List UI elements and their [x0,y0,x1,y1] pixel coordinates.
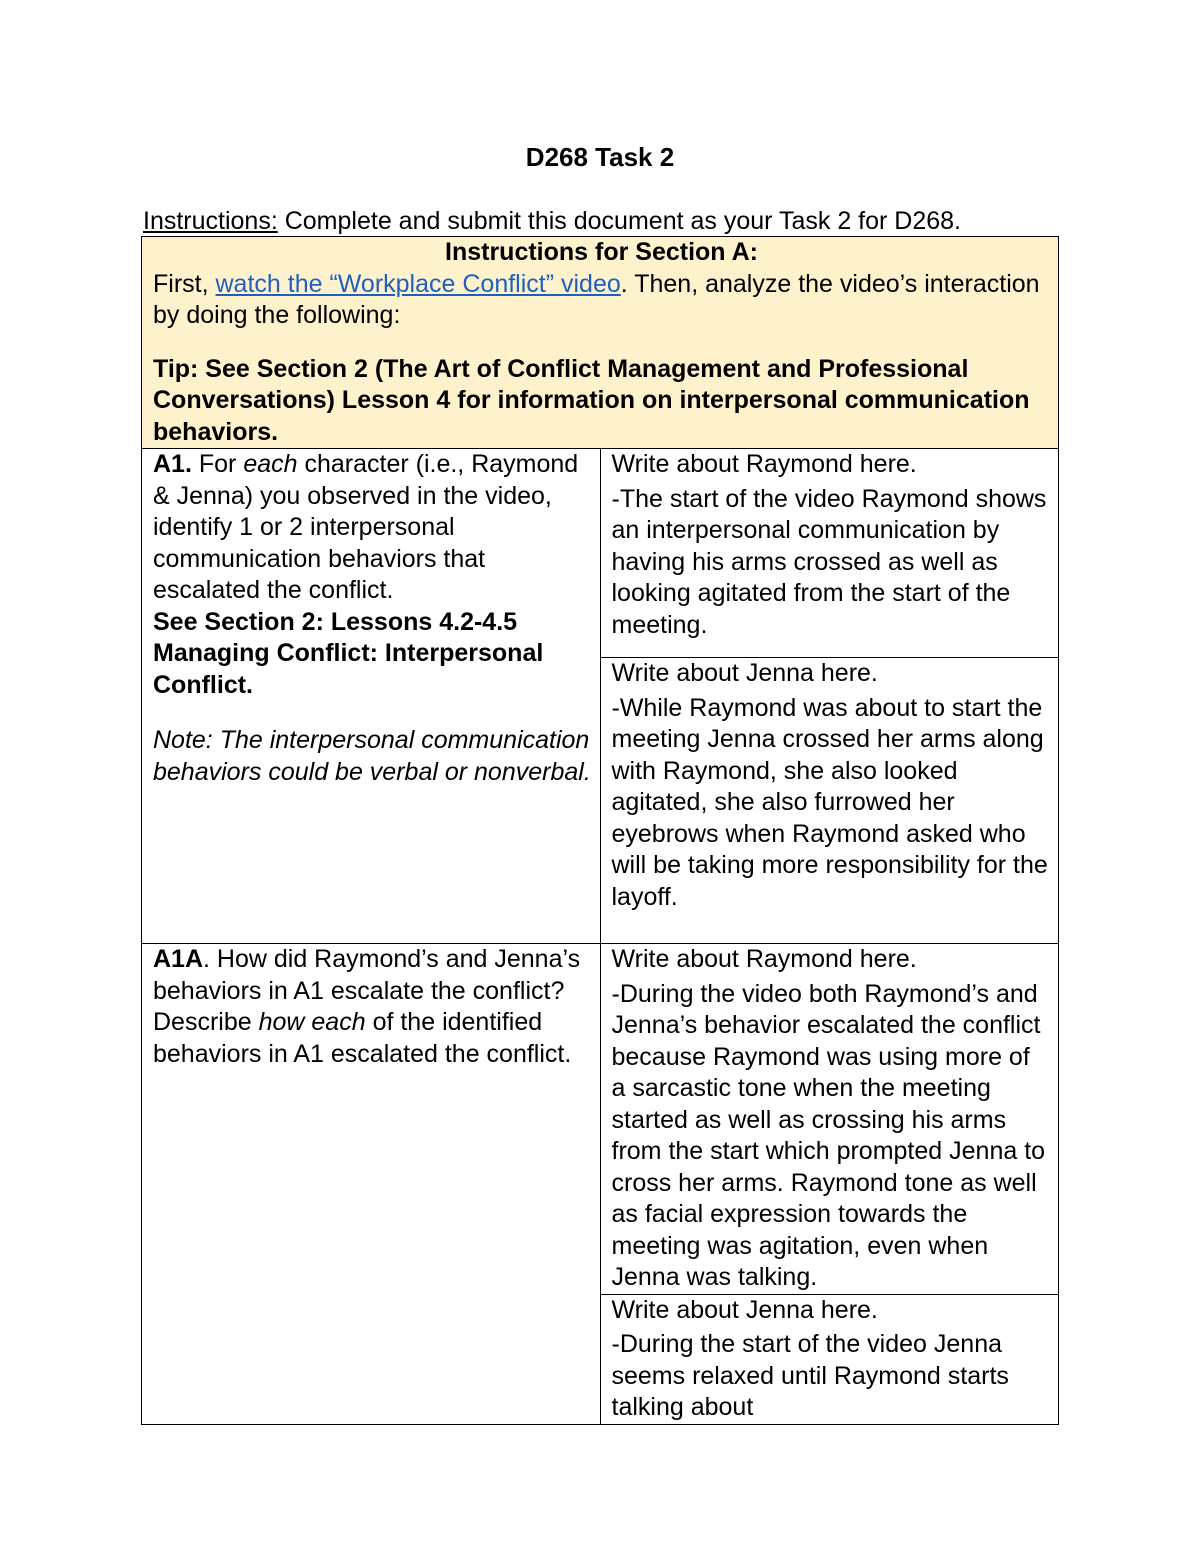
a1a-jenna-label: Write about Jenna here. [611,1295,878,1324]
a1-jenna-label: Write about Jenna here. [611,659,878,687]
a1-jenna-answer: -While Raymond was about to start the meeting Jenna crossed her arms along with Raymond, she also looked agitated, she also furrowed her eyebrows when Raymond asked who will be taking more responsibility for the layoff. [611,693,1048,911]
task-table [141,236,1059,1425]
a1-raymond-cell[interactable] [600,449,1059,658]
a1-raymond-answer: -The start of the video Raymond shows an interpersonal communication by having his arms crossed as well as looking agitated from the start of the meeting. [611,484,1047,639]
a1-note: Note: The interpersonal communication behaviors could be verbal or nonverbal. [153,726,591,786]
document-title: D268 Task 2 [525,142,675,172]
instructions-label: Instructions: [143,207,278,235]
a1a-raymond-answer: -During the video both Raymond’s and Jenna’s behavior escalated the conflict because Raymond was using more of a sarcastic tone when the meeting started as well as crossing his arms from the start which prompted Jenna to cross her arms. Raymond tone as well as facial expression towards the meeting was agitation, even when Jenna was talking. [611,979,1046,1291]
a1a-raymond-cell[interactable] [600,944,1059,1295]
a1-jenna-cell[interactable] [600,658,1059,944]
a1a-prompt: A1A. How did Raymond’s and Jenna’s behaviors in A1 escalate the conflict? Describe how each of the identified behaviors in A1 escalated the conflict. [153,945,581,1068]
section-a-instructions [142,237,1059,449]
a1a-jenna-answer: -During the start of the video Jenna seems relaxed until Raymond starts talking about [611,1330,1009,1421]
section-a-intro: First, watch the “Workplace Conflict” video. Then, analyze the video’s interaction by doing the following: [153,269,1040,329]
a1-prompt: A1. For each character (i.e., Raymond & Jenna) you observed in the video, identify 1 or 2 interpersonal communication behaviors that escalated the conflict. [153,450,579,604]
a1a-prompt-cell [142,944,601,1425]
a1a-raymond-label: Write about Raymond here. [611,945,917,973]
a1-see-section: See Section 2: Lessons 4.2-4.5 Managing Conflict: Interpersonal Conflict. [153,607,544,699]
instructions-line [143,204,961,238]
instructions-text: Complete and submit this document as your Task 2 for D268. [277,207,961,235]
a1-prompt-cell [142,449,601,944]
a1a-jenna-cell[interactable] [600,1294,1059,1424]
workplace-conflict-video-link[interactable]: watch the “Workplace Conflict” video [215,269,621,298]
a1-raymond-label: Write about Raymond here. [611,450,917,478]
section-a-tip: Tip: See Section 2 (The Art of Conflict Management and Professional Conversations) Lesson 4 for information on interpersonal communication behaviors. [153,354,1030,446]
section-a-heading: Instructions for Section A: [445,238,758,266]
